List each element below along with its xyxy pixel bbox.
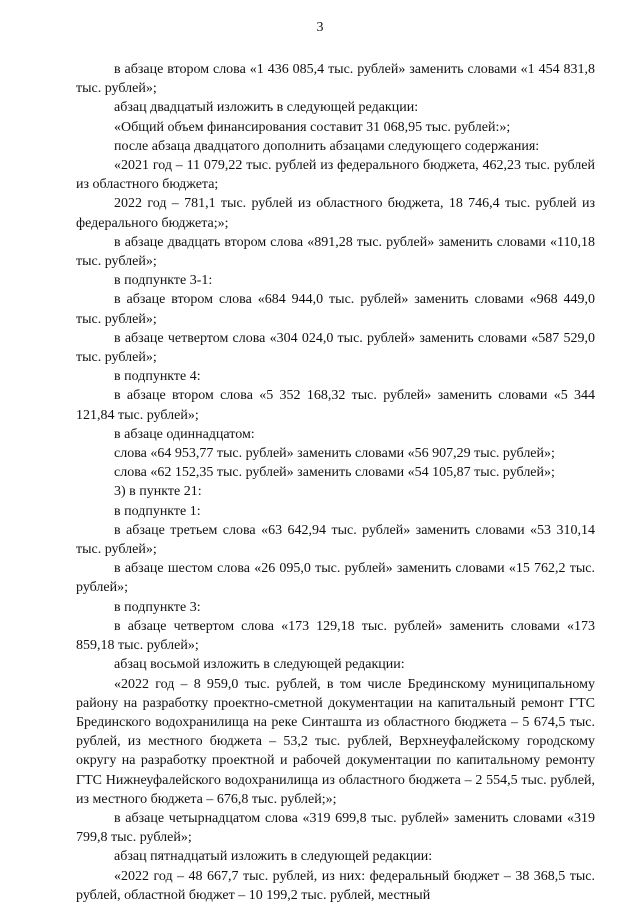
paragraph: «2022 год – 48 667,7 тыс. рублей, из них: федеральный бюджет – 38 368,5 тыс. рублей, областной бюджет – 10 199,2 тыс. рублей, местный bbox=[76, 868, 595, 903]
paragraph: после абзаца двадцатого дополнить абзацами следующего содержания: bbox=[114, 138, 540, 154]
paragraph: в подпункте 3: bbox=[114, 599, 201, 615]
paragraph: в подпункте 3-1: bbox=[114, 273, 213, 289]
paragraph: «2022 год – 8 959,0 тыс. рублей, в том числе Брединскому муниципальному району на разработку проектно-сметной документации на капитальный ремонт ГТС Брединского водохранилища на реке Синташта из областного бюджета – 5 674,5 тыс. рублей, из местного бюджета – 53,2 тыс. рублей, Верхнеуфалейскому городскому округу на разработку проектной и рабочей документации по капитальному ремонту ГТС Нижнеуфалейского водохранилища из областного бюджета – 2 554,5 тыс. рублей, из местного бюджета – 676,8 тыс. рублей;»; bbox=[76, 676, 595, 807]
paragraph: в подпункте 4: bbox=[114, 369, 201, 385]
paragraph: «2021 год – 11 079,22 тыс. рублей из федерального бюджета, 462,23 тыс. рублей из областного бюджета; bbox=[76, 158, 595, 193]
paragraph: 2022 год – 781,1 тыс. рублей из областного бюджета, 18 746,4 тыс. рублей из федерального бюджета;»; bbox=[76, 196, 595, 231]
paragraph: в абзаце четырнадцатом слова «319 699,8 тыс. рублей» заменить словами «319 799,8 тыс. рублей»; bbox=[76, 810, 595, 846]
paragraph: слова «64 953,77 тыс. рублей» заменить словами «56 907,29 тыс. рублей»; bbox=[114, 446, 555, 462]
page-number: 3 bbox=[316, 20, 324, 35]
document-body bbox=[76, 60, 595, 905]
paragraph: абзац восьмой изложить в следующей редакции: bbox=[114, 657, 405, 673]
paragraph: «Общий объем финансирования составит 31 068,95 тыс. рублей:»; bbox=[114, 119, 511, 135]
paragraph: в абзаце четвертом слова «173 129,18 тыс. рублей» заменить словами «173 859,18 тыс. рублей»; bbox=[76, 618, 595, 654]
paragraph: в абзаце шестом слова «26 095,0 тыс. рублей» заменить словами «15 762,2 тыс. рублей»; bbox=[76, 561, 595, 596]
paragraph: 3) в пункте 21: bbox=[114, 484, 202, 500]
paragraph: в абзаце втором слова «1 436 085,4 тыс. рублей» заменить словами «1 454 831,8 тыс. рублей»; bbox=[76, 62, 595, 97]
paragraph: в абзаце втором слова «5 352 168,32 тыс. рублей» заменить словами «5 344 121,84 тыс. рублей»; bbox=[76, 388, 595, 423]
paragraph: в абзаце третьем слова «63 642,94 тыс. рублей» заменить словами «53 310,14 тыс. рублей»; bbox=[76, 522, 595, 558]
paragraph: в абзаце двадцать втором слова «891,28 тыс. рублей» заменить словами «110,18 тыс. рублей»; bbox=[76, 234, 595, 270]
paragraph: абзац пятнадцатый изложить в следующей редакции: bbox=[114, 849, 433, 865]
paragraph: абзац двадцатый изложить в следующей редакции: bbox=[114, 100, 419, 116]
paragraph: в подпункте 1: bbox=[114, 503, 201, 519]
paragraph: слова «62 152,35 тыс. рублей» заменить словами «54 105,87 тыс. рублей»; bbox=[114, 465, 555, 481]
paragraph: в абзаце втором слова «684 944,0 тыс. рублей» заменить словами «968 449,0 тыс. рублей»; bbox=[76, 292, 595, 327]
paragraph: в абзаце одиннадцатом: bbox=[114, 426, 255, 442]
paragraph: в абзаце четвертом слова «304 024,0 тыс. рублей» заменить словами «587 529,0 тыс. рублей»; bbox=[76, 330, 595, 366]
